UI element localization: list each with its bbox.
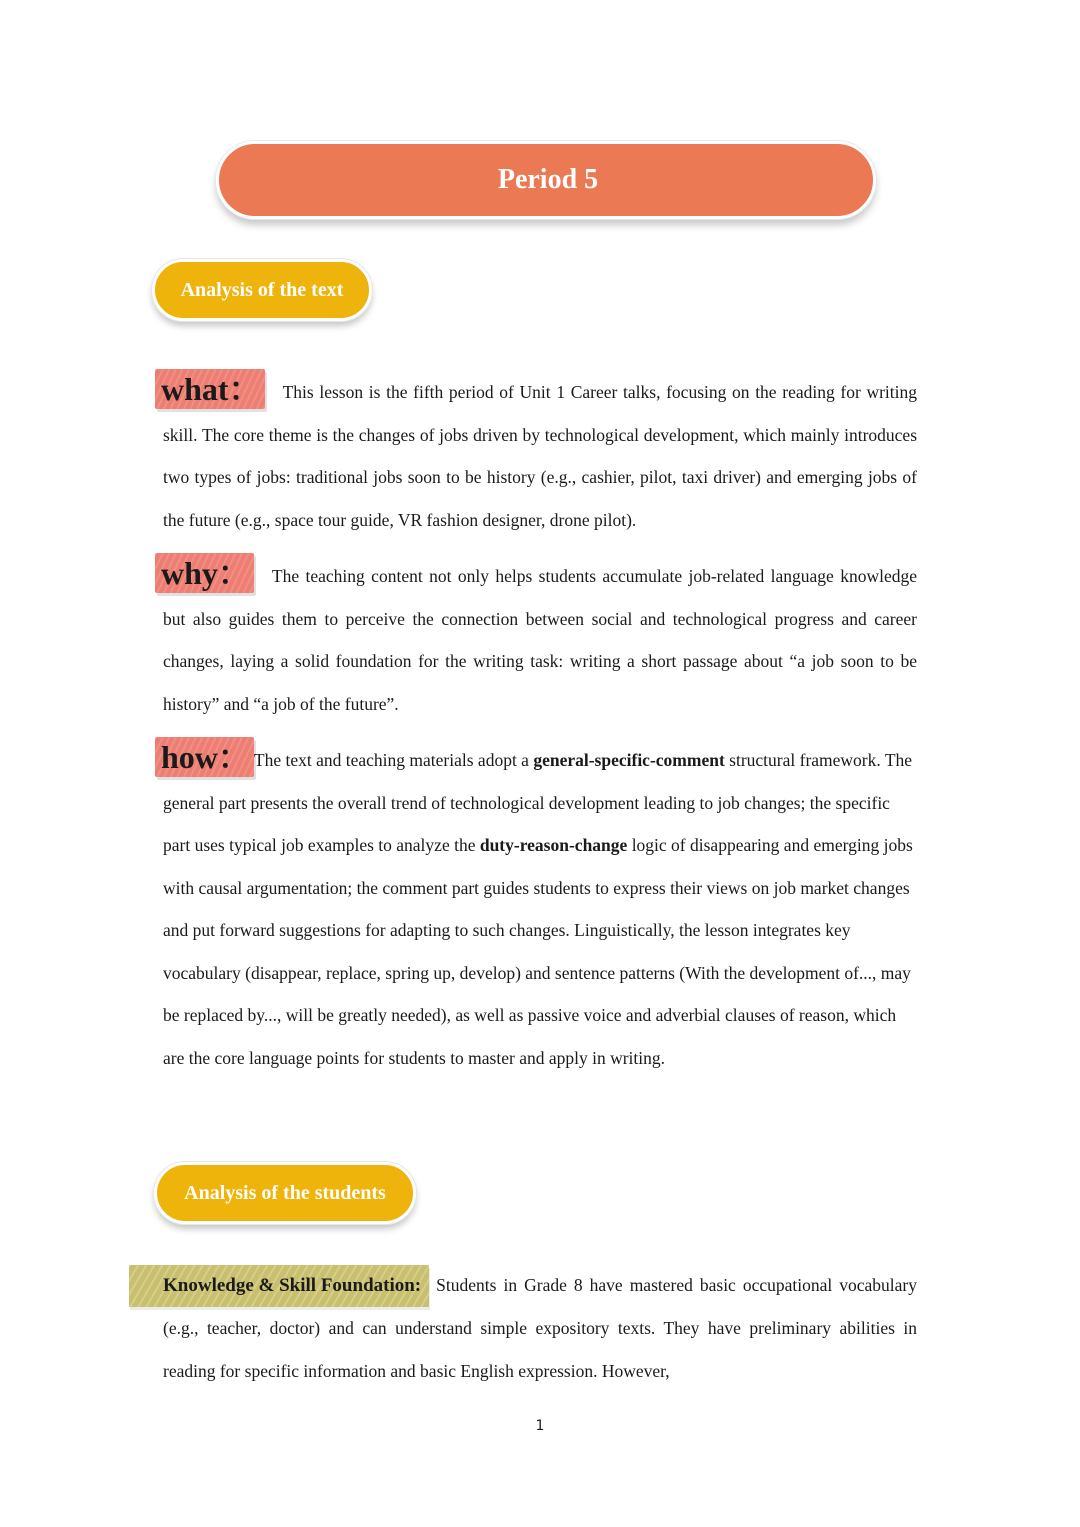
how-body-3: logic of disappearing and emerging jobs with causal argumentation; the comment part guides students to express their views on job market changes and put forward suggestions for adapting to such changes. Linguistically, the lesson integrates key vocabulary (disappear, replace, spring up, develop) and sentence patterns (With the development of..., may be replaced by..., will be greatly needed), as well as passive voice and adverbial clauses of reason, which are the core language points for students to master and apply in writing.: [163, 835, 913, 1068]
how-bold-logic: duty-reason-change: [479, 835, 628, 855]
what-tag: what：: [155, 369, 265, 409]
page-number: 1: [535, 1418, 545, 1434]
how-paragraph: [163, 737, 917, 1079]
knowledge-body: Students in Grade 8 have mastered basic occupational vocabulary (e.g., teacher, doctor) and can understand simple expository texts. They have preliminary abilities in reading for specific information and basic English expression. However,: [163, 1275, 918, 1381]
why-body: The teaching content not only helps students accumulate job-related language knowledge but also guides them to perceive the connection between social and technological progress and career changes, laying a solid foundation for the writing task: writing a short passage about “a job soon to be history” and “a job of the future”.: [163, 566, 917, 714]
how-tag: how：: [155, 737, 254, 777]
section-heading-label: Analysis of the students: [184, 1181, 386, 1204]
what-body: This lesson is the fifth period of Unit 1 Career talks, focusing on the reading for writing skill. The core theme is the changes of jobs driven by technological development, which mainly introduces two types of jobs: traditional jobs soon to be history (e.g., cashier, pilot, taxi driver) and emerging jobs of the future (e.g., space tour guide, VR fashion designer, drone pilot).: [163, 382, 917, 530]
period-title-banner: [216, 141, 876, 219]
why-tag: why：: [155, 553, 254, 593]
why-paragraph: [163, 553, 917, 725]
knowledge-paragraph: [163, 1264, 917, 1392]
knowledge-tag: Knowledge & Skill Foundation:: [129, 1265, 429, 1307]
section-heading-students-analysis: [154, 1162, 416, 1224]
what-paragraph: [163, 369, 917, 541]
period-title: Period 5: [497, 164, 599, 195]
how-body-2: structural framework. The general part presents the overall trend of technological development leading to job changes; the specific part uses typical job examples to analyze the: [163, 750, 913, 855]
how-bold-framework: general-specific-comment: [533, 750, 725, 770]
section-heading-text-analysis: [152, 259, 372, 321]
section-heading-label: Analysis of the text: [180, 278, 344, 301]
how-body-1: The text and teaching materials adopt a: [253, 750, 534, 770]
